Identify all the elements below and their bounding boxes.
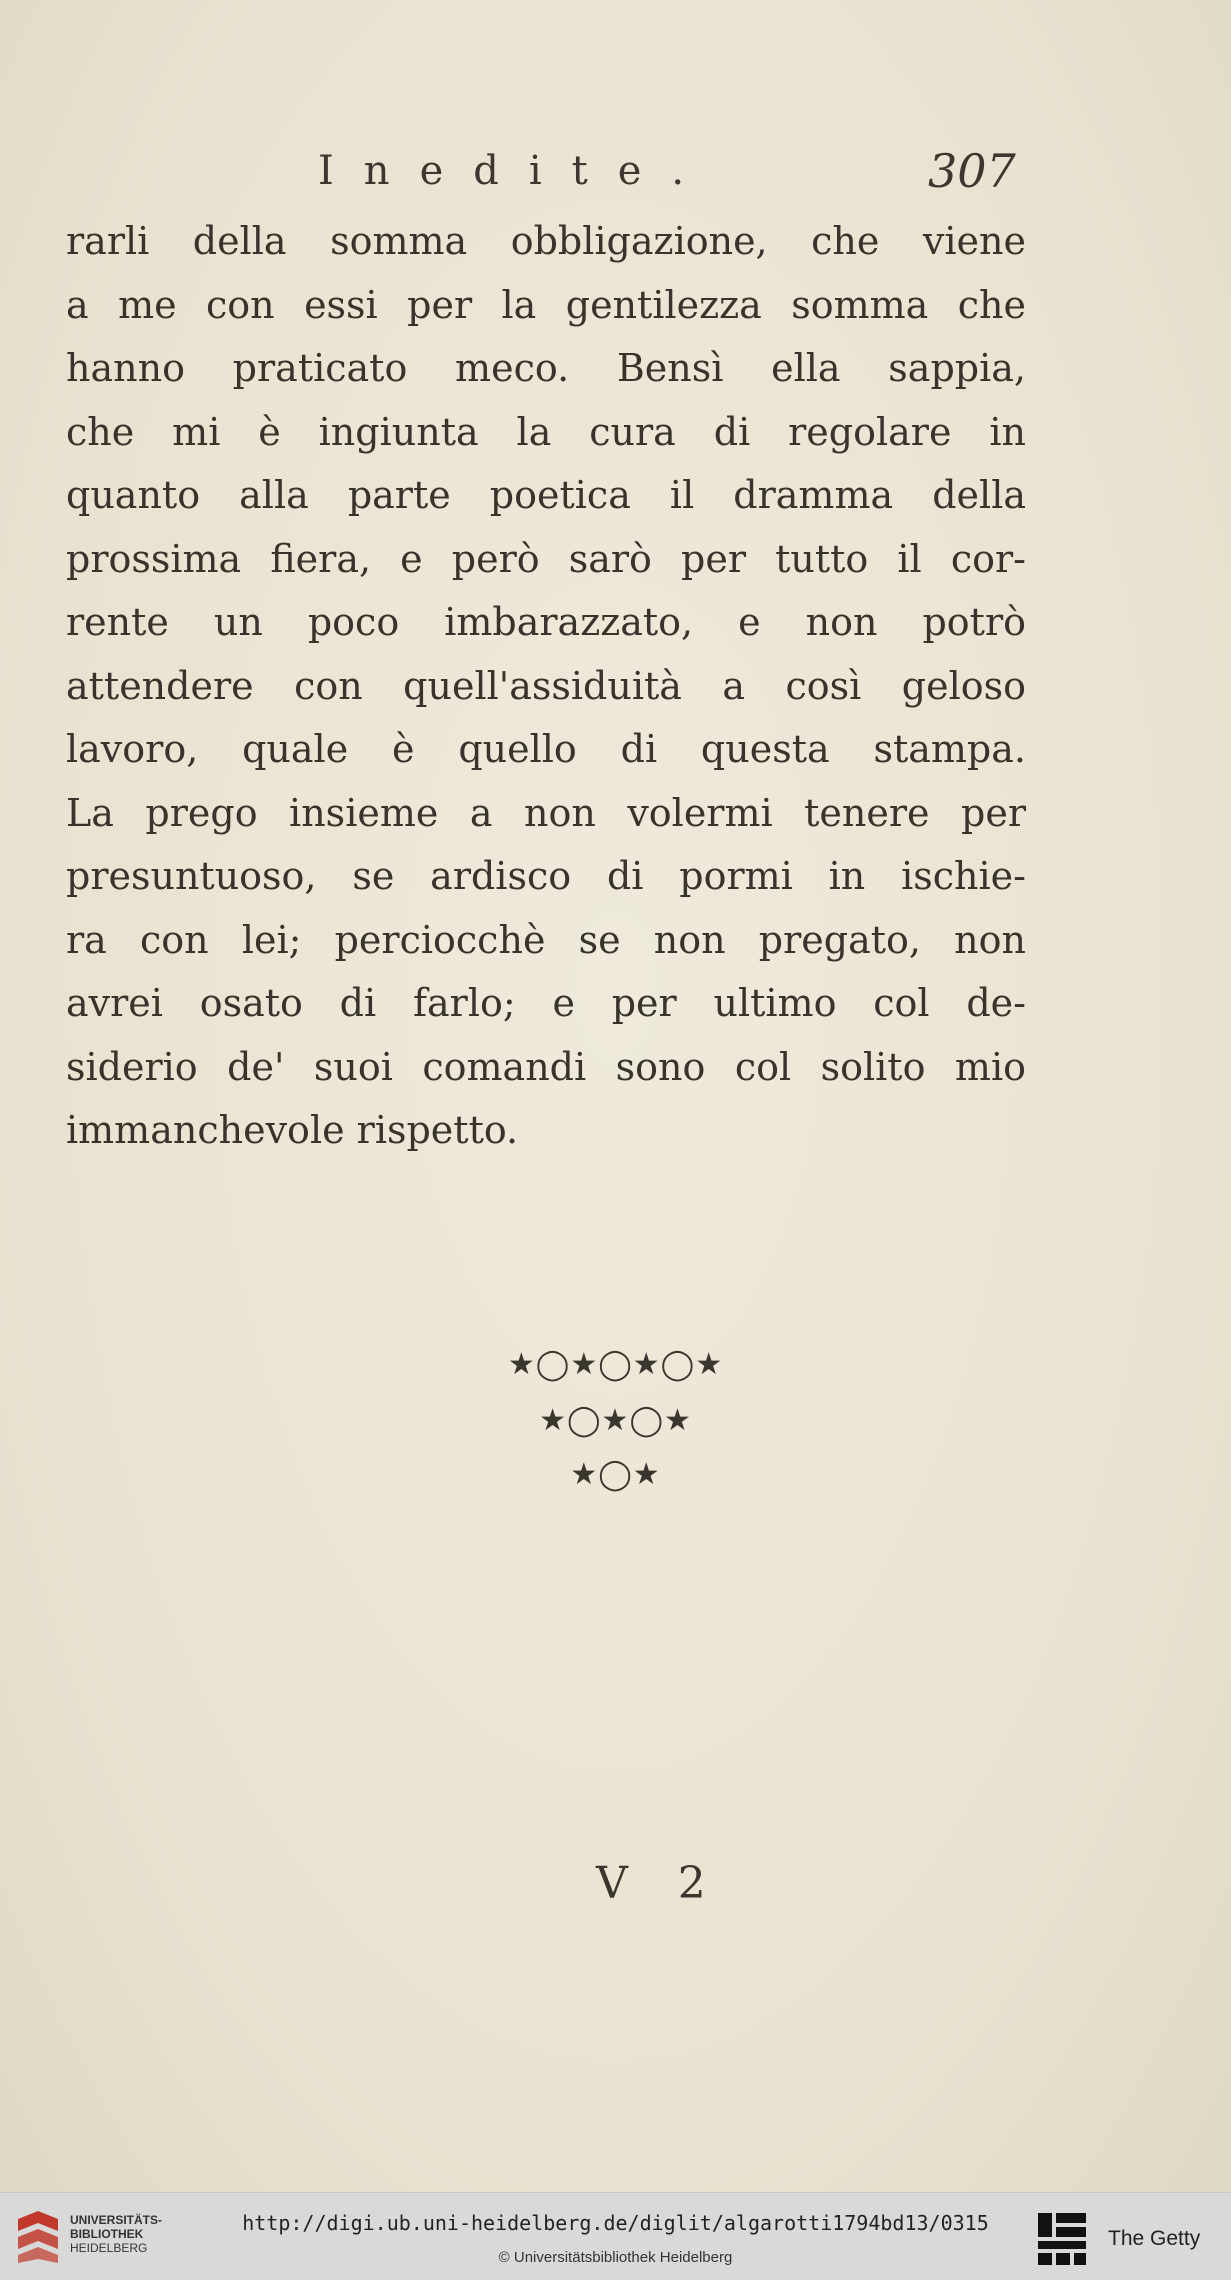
running-head-title: Inedite. xyxy=(318,148,715,194)
text-line: presuntuoso, se ardisco di pormi in ischie- xyxy=(66,854,1026,898)
ornament-row-2: ★◯★◯★ xyxy=(539,1403,692,1438)
text-line: hanno praticato meco. Bensì ella sappia, xyxy=(66,346,1026,390)
text-line: siderio de' suoi comandi sono col solito mio xyxy=(66,1044,1026,1089)
body-text xyxy=(66,210,1026,1163)
text-line: prossima fiera, e però sarò per tutto il cor- xyxy=(66,536,1026,581)
text-line: lavoro, quale è quello di questa stampa. xyxy=(66,727,1026,771)
partner-name: The Getty xyxy=(1108,2227,1201,2250)
library-name-line: UNIVERSITÄTS- xyxy=(70,2213,163,2227)
text-line: avrei osato di farlo; e per ultimo col de- xyxy=(66,981,1026,1025)
footer-bar xyxy=(0,2192,1231,2280)
page-number: 307 xyxy=(928,144,1016,198)
library-name-line: HEIDELBERG xyxy=(70,2241,148,2255)
text-line: rente un poco imbarazzato, e non potrò xyxy=(66,600,1026,644)
ornament-row-1: ★◯★◯★◯★ xyxy=(507,1347,724,1382)
text-line: a me con essi per la gentilezza somma che xyxy=(66,282,1026,327)
ornament-row-3: ★◯★ xyxy=(570,1457,661,1492)
text-line: che mi è ingiunta la cura di regolare in xyxy=(66,409,1026,454)
text-line: attendere con quell'assiduità a così geloso xyxy=(66,663,1026,708)
getty-logo-icon[interactable] xyxy=(1036,2211,1088,2267)
running-head xyxy=(0,144,1231,208)
signature-mark: V 2 xyxy=(596,1858,724,1909)
permalink-url[interactable]: http://digi.ub.uni-heidelberg.de/diglit/algarotti1794bd13/0315 xyxy=(242,2211,989,2235)
library-name-line: BIBLIOTHEK xyxy=(70,2227,144,2241)
text-line: ra con lei; perciocchè se non pregato, non xyxy=(66,917,1026,962)
text-line: quanto alla parte poetica il dramma della xyxy=(66,473,1026,517)
text-line: rarli della somma obbligazione, che viene xyxy=(66,219,1026,263)
copyright-notice: © Universitätsbibliothek Heidelberg xyxy=(498,2249,733,2266)
text-line: La prego insieme a non volermi tenere per xyxy=(66,790,1026,835)
text-line-last: immanchevole rispetto. xyxy=(66,1108,519,1152)
